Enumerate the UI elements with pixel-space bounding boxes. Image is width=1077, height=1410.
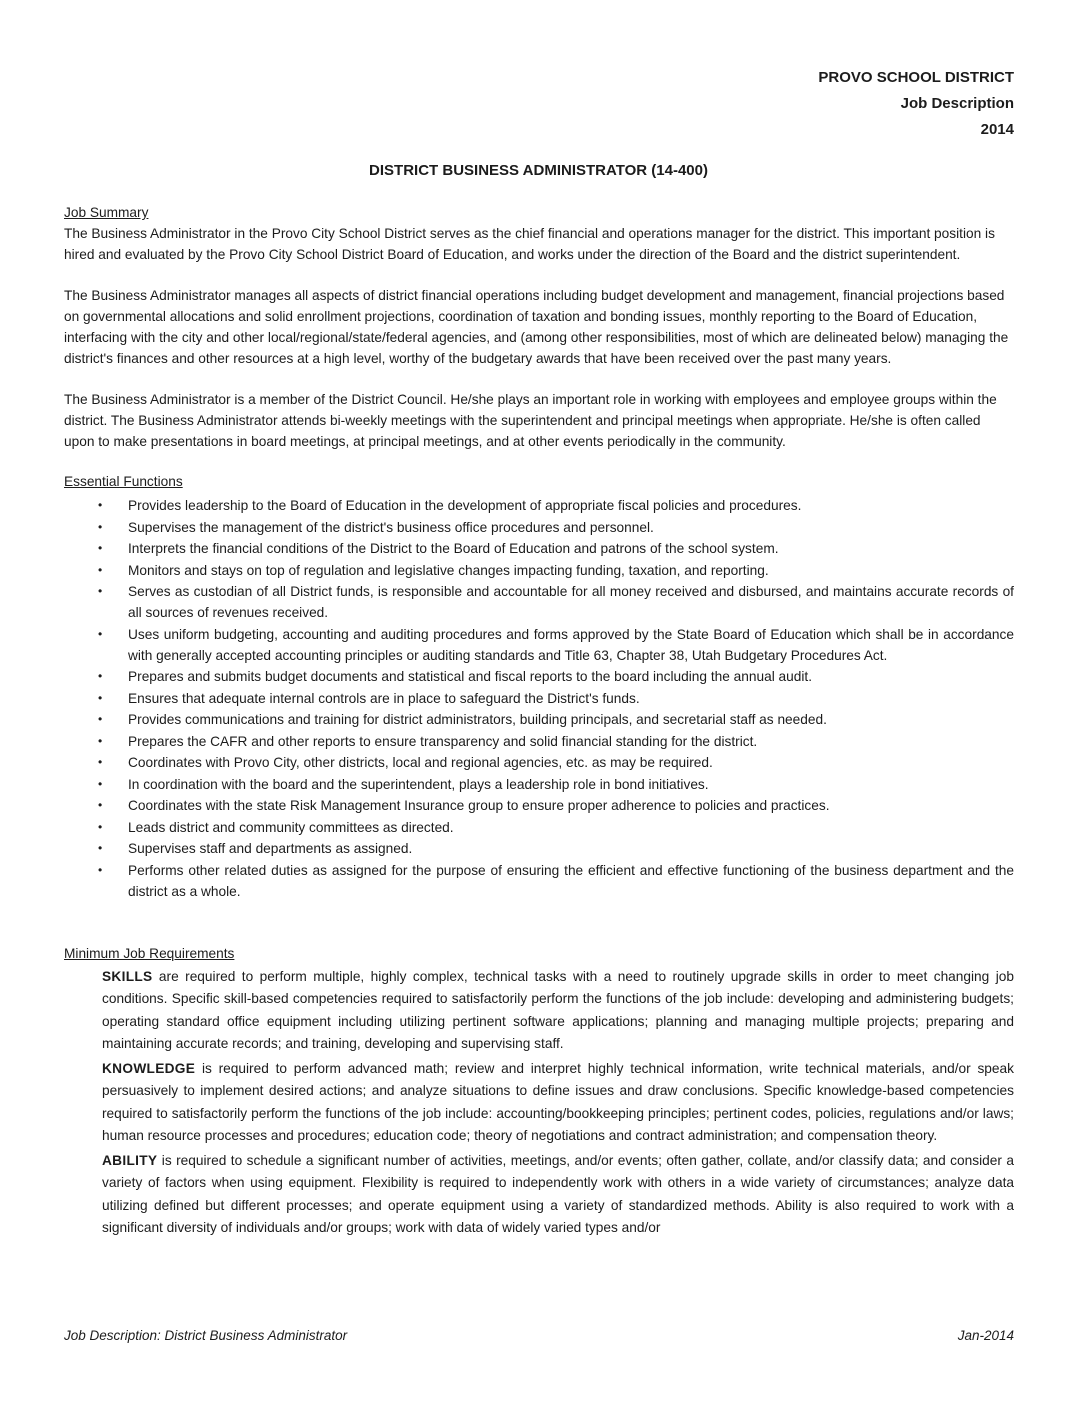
list-item <box>64 538 1014 559</box>
list-item-text: Supervises the management of the district's business office procedures and personnel. <box>128 519 654 535</box>
list-item-text: Supervises staff and departments as assigned. <box>128 841 413 856</box>
document-header <box>818 65 1014 143</box>
knowledge-paragraph <box>102 1058 1014 1148</box>
bullet-icon: • <box>98 841 103 855</box>
list-item-text: Uses uniform budgeting, accounting and auditing procedures and forms approved by the State Board of Education which shall be in accordance with generally accepted accounting principles or auditing standards and Title 63, Chapter 38, Utah Budgetary Procedures Act. <box>128 626 1014 663</box>
district-name: PROVO SCHOOL DISTRICT <box>818 69 1014 86</box>
bullet-icon: • <box>98 584 103 598</box>
job-summary-paragraph: The Business Administrator is a member of the District Council. He/she plays an important role in working with employees and employee groups within the district. The Business Administrator attends bi-weekly meetings with the superintendent and principal meetings when appropriate. He/she is often called upon to make presentations in board meetings, at principal meetings, and at other events periodically in the community. <box>64 392 997 449</box>
list-item-text: In coordination with the board and the superintendent, plays a leadership role in bond initiatives. <box>128 776 709 792</box>
bullet-icon: • <box>98 690 103 705</box>
document-type: Job Description <box>900 95 1014 112</box>
list-item-text: Ensures that adequate internal controls are in place to safeguard the District's funds. <box>128 690 640 706</box>
list-item-text: Interprets the financial conditions of the District to the Board of Education and patrons of the school system. <box>128 541 779 556</box>
bullet-icon: • <box>98 669 103 683</box>
minimum-requirements-heading: Minimum Job Requirements <box>64 945 235 961</box>
bullet-icon: • <box>98 541 103 555</box>
list-item <box>64 795 1014 816</box>
skills-text: are required to perform multiple, highly complex, technical tasks with a need to routinely upgrade skills in order to meet changing job conditions. Specific skill-based competencies required to satisfactorily perform the functions of the job include: developing and administering budgets; operating standard office equipment including utilizing pertinent software applications; planning and managing multiple projects; preparing and maintaining accurate records; and training, developing and supervising staff. <box>102 968 1014 1051</box>
job-summary-paragraph: The Business Administrator manages all aspects of district financial operations including budget development and management, financial projections based on governmental allocations and solid enrollment projections, coordination of taxation and bonding issues, monthly reporting to the Board of Education, interfacing with the city and other local/regional/state/federal agencies, and (among other responsibilities, most of which are delineated below) managing the district's finances and other resources at a high level, worthy of the budgetary awards that have been received over the past many years. <box>64 288 1009 366</box>
bullet-icon: • <box>98 755 103 769</box>
list-item <box>64 731 1014 752</box>
list-item <box>64 688 1014 709</box>
ability-paragraph <box>102 1150 1014 1240</box>
bullet-icon: • <box>98 712 103 726</box>
essential-functions-heading: Essential Functions <box>64 474 183 489</box>
list-item <box>64 709 1014 730</box>
list-item <box>64 495 1014 516</box>
job-summary-heading: Job Summary <box>64 205 149 220</box>
list-item <box>64 517 1014 538</box>
list-item <box>64 838 1014 859</box>
essential-functions-list <box>64 495 1014 902</box>
bullet-icon: • <box>98 733 103 748</box>
document-year: 2014 <box>980 121 1014 138</box>
list-item-text: Prepares and submits budget documents and statistical and fiscal reports to the board including the annual audit. <box>128 669 813 684</box>
list-item <box>64 817 1014 838</box>
list-item <box>64 666 1014 687</box>
list-item-text: Prepares the CAFR and other reports to ensure transparency and solid financial standing for the district. <box>128 733 758 749</box>
list-item-text: Coordinates with Provo City, other districts, local and regional agencies, etc. as may be required. <box>128 755 713 770</box>
page-title: DISTRICT BUSINESS ADMINISTRATOR (14-400) <box>369 162 708 179</box>
bullet-icon: • <box>98 519 103 534</box>
footer-left: Job Description: District Business Administrator <box>64 1328 348 1343</box>
bullet-icon: • <box>98 819 103 834</box>
bullet-icon: • <box>98 562 103 577</box>
list-item <box>64 752 1014 773</box>
list-item <box>64 560 1014 581</box>
skills-term: SKILLS <box>102 968 153 984</box>
list-item-text: Serves as custodian of all District funds, is responsible and accountable for all money received and disbursed, and maintains accurate records of all sources of revenues received. <box>128 584 1014 620</box>
ability-term: ABILITY <box>102 1152 158 1168</box>
list-item-text: Provides leadership to the Board of Education in the development of appropriate fiscal policies and procedures. <box>128 498 802 513</box>
list-item-text: Leads district and community committees as directed. <box>128 819 454 835</box>
list-item <box>64 860 1014 902</box>
document-body <box>64 203 1014 1240</box>
list-item <box>64 581 1014 623</box>
bullet-icon: • <box>98 798 103 812</box>
page-footer <box>64 1328 1014 1343</box>
bullet-icon: • <box>98 498 103 512</box>
ability-text: is required to schedule a significant number of activities, meetings, and/or events; often gather, collate, and/or classify data; and consider a variety of factors when using equipment. Flexibility is required to independently work with others in a wide variety of circumstances; analyze data utilizing defined but different processes; and operate equipment using a variety of standardized methods. Ability is also required to work with a significant diversity of individuals and/or groups; work with data of widely varied types and/or <box>102 1152 1014 1235</box>
list-item <box>64 624 1014 666</box>
knowledge-text: is required to perform advanced math; review and interpret highly technical information, write technical materials, and/or speak persuasively to implement desired actions; and analyze situations to define issues and draw conclusions. Specific knowledge-based competencies required to satisfactorily perform the functions of the job include: accounting/bookkeeping principles; pertinent codes, policies, regulations and/or laws; human resource processes and procedures; education code; theory of negotiations and contract administration; and compensation theory. <box>102 1060 1014 1143</box>
list-item-text: Provides communications and training for district administrators, building principals, and secretarial staff as needed. <box>128 712 827 727</box>
bullet-icon: • <box>98 776 103 791</box>
list-item-text: Coordinates with the state Risk Management Insurance group to ensure proper adherence to policies and practices. <box>128 798 830 813</box>
bullet-icon: • <box>98 626 103 641</box>
skills-paragraph <box>102 966 1014 1056</box>
list-item <box>64 774 1014 795</box>
knowledge-term: KNOWLEDGE <box>102 1060 196 1076</box>
list-item-text: Monitors and stays on top of regulation and legislative changes impacting funding, taxation, and reporting. <box>128 562 769 578</box>
bullet-icon: • <box>98 862 103 877</box>
job-summary-paragraph: The Business Administrator in the Provo City School District serves as the chief financial and operations manager for the district. This important position is hired and evaluated by the Provo City School District Board of Education, and works under the direction of the Board and the district superintendent. <box>64 226 995 262</box>
list-item-text: Performs other related duties as assigned for the purpose of ensuring the efficient and effective functioning of the business department and the district as a whole. <box>128 862 1014 899</box>
footer-right: Jan-2014 <box>957 1328 1014 1343</box>
